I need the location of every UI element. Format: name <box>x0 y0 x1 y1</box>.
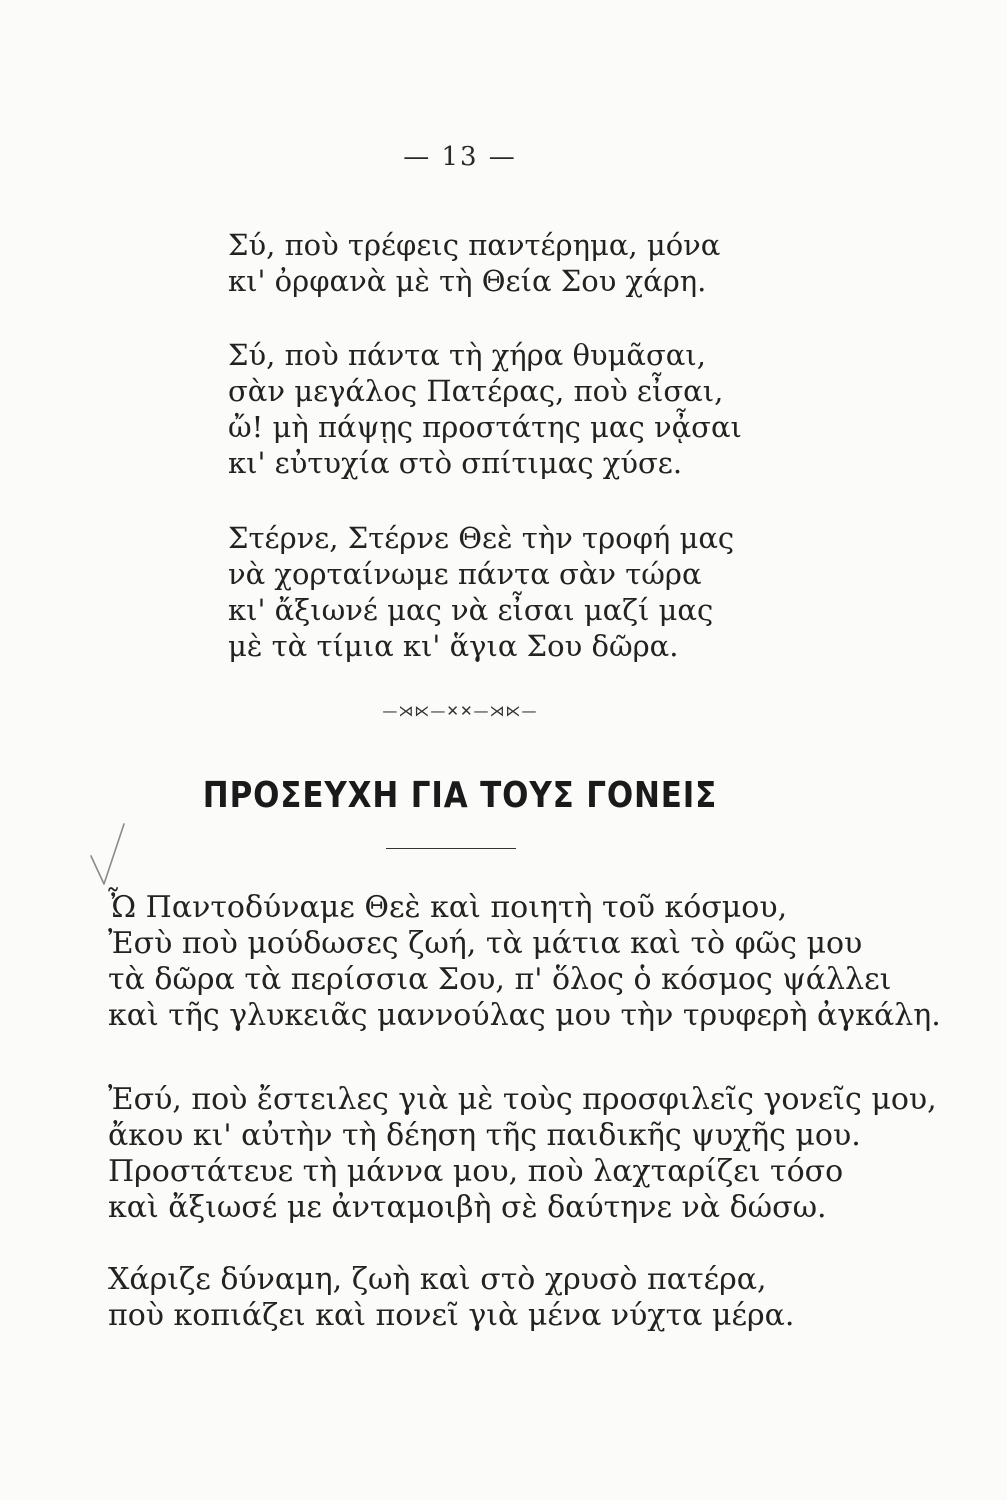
poem-line: ὤ! μὴ πάψῃς προστάτης μας νᾆσαι <box>228 410 742 444</box>
prayer-line: τὰ δῶρα τὰ περίσσια Σου, π' ὅλος ὁ κόσμος ψάλλει <box>108 962 892 997</box>
prayer-stanza-3 <box>108 1262 794 1334</box>
poem-stanza-1 <box>228 227 720 299</box>
poem-line: σὰν μεγάλος Πατέρας, ποὺ εἶσαι, <box>228 374 724 408</box>
prayer-line: καὶ ἄξιωσέ με ἀνταμοιβὴ σὲ δαύτηνε νὰ δώσω. <box>108 1190 827 1225</box>
poem-line: κι' ἄξιωνέ μας νὰ εἶσαι μαζί μας <box>228 593 714 627</box>
poem-stanza-2 <box>228 337 742 481</box>
poem-line: Σύ, ποὺ πάντα τὴ χήρα θυμᾶσαι, <box>228 338 706 372</box>
prayer-line: Χάριζε δύναμη, ζωὴ καὶ στὸ χρυσὸ πατέρα, <box>108 1262 767 1297</box>
handwritten-checkmark-icon <box>88 822 128 888</box>
prayer-line: ποὺ κοπιάζει καὶ πονεῖ γιὰ μένα νύχτα μέρα. <box>108 1298 795 1333</box>
page-number: — 13 — <box>403 142 517 172</box>
prayer-stanza-2 <box>108 1082 937 1226</box>
prayer-line: καὶ τῆς γλυκειᾶς μαννούλας μου τὴν τρυφερὴ ἀγκάλη. <box>108 998 941 1033</box>
poem-line: κι' ὀρφανὰ μὲ τὴ Θεία Σου χάρη. <box>228 264 707 298</box>
title-underline <box>386 848 516 849</box>
poem-stanza-3 <box>228 520 734 664</box>
section-divider-ornament: —⋊⋉—✕✕—⋊⋉— <box>382 702 538 720</box>
prayer-line: Ἐσὺ ποὺ μούδωσες ζωή, τὰ μάτια καὶ τὸ φῶς μου <box>108 926 863 961</box>
poem-line: κι' εὐτυχία στὸ σπίτιμας χύσε. <box>228 446 683 480</box>
prayer-line: Προστάτευε τὴ μάννα μου, ποὺ λαχταρίζει τόσο <box>108 1154 844 1189</box>
prayer-line: Ἐσύ, ποὺ ἔστειλες γιὰ μὲ τοὺς προσφιλεῖς γονεῖς μου, <box>108 1082 937 1117</box>
prayer-stanza-1 <box>108 890 941 1034</box>
poem-line: νὰ χορταίνωμε πάντα σὰν τώρα <box>228 557 702 591</box>
prayer-line: ἄκου κι' αὐτὴν τὴ δέηση τῆς παιδικῆς ψυχῆς μου. <box>108 1118 861 1153</box>
poem-line: Στέρνε, Στέρνε Θεὲ τὴν τροφή μας <box>228 521 735 555</box>
poem-line: μὲ τὰ τίμια κι' ἅγια Σου δῶρα. <box>228 629 679 663</box>
prayer-title: ΠΡΟΣΕΥΧΗ ΓΙΑ ΤΟΥΣ ΓΟΝΕΙΣ <box>202 775 718 816</box>
prayer-line: Ὦ Παντοδύναμε Θεὲ καὶ ποιητὴ τοῦ κόσμου, <box>108 890 788 925</box>
poem-line: Σύ, ποὺ τρέφεις παντέρημα, μόνα <box>228 228 721 262</box>
